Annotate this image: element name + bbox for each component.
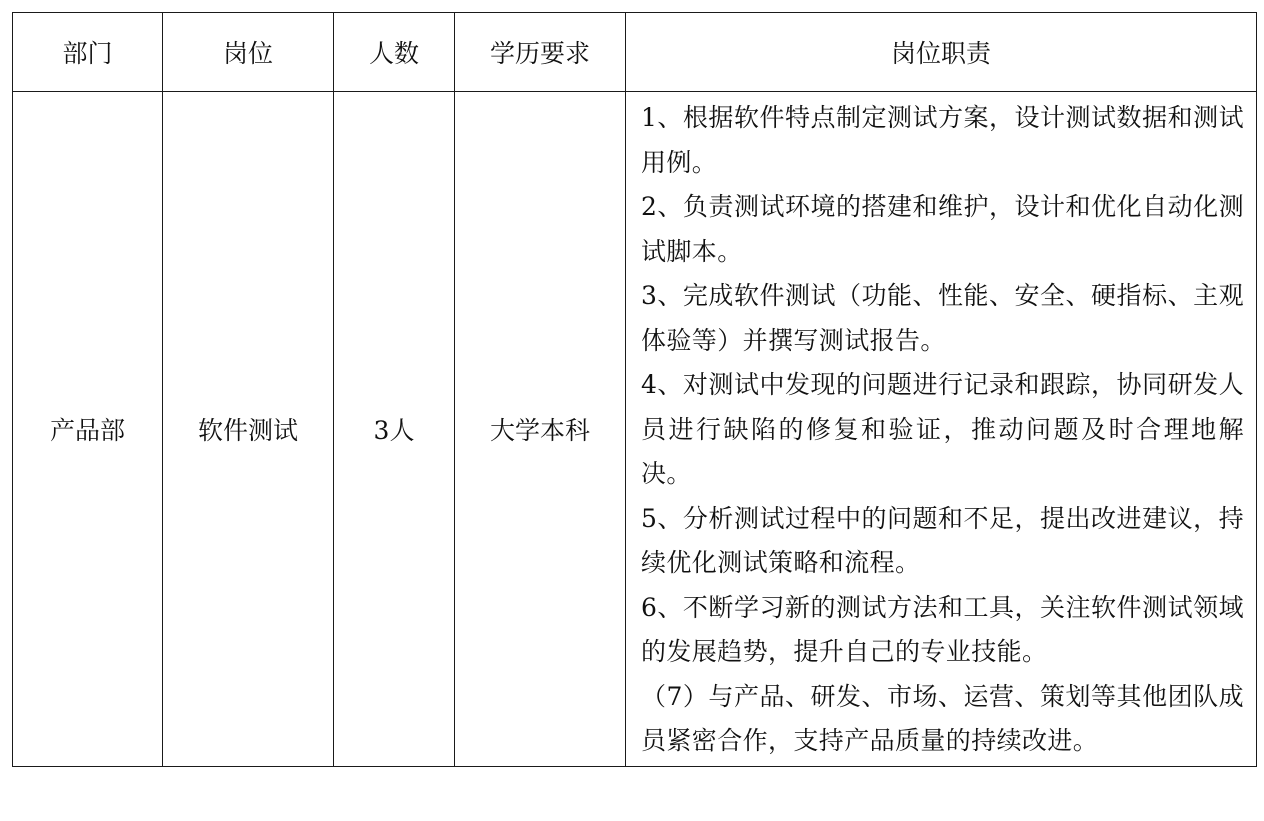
cell-duties	[626, 92, 1257, 767]
cell-headcount: 3人	[334, 92, 455, 767]
duty-item-2: 2、负责测试环境的搭建和维护，设计和优化自动化测试脚本。	[641, 192, 1244, 266]
duty-item-7: （7）与产品、研发、市场、运营、策划等其他团队成员紧密合作，支持产品质量的持续改进。	[641, 681, 1244, 755]
cell-education: 大学本科	[455, 92, 626, 767]
cell-position: 软件测试	[163, 92, 334, 767]
table-row	[13, 92, 1257, 767]
header-education: 学历要求	[455, 13, 626, 92]
header-position: 岗位	[163, 13, 334, 92]
duty-item-5: 5、分析测试过程中的问题和不足，提出改进建议，持续优化测试策略和流程。	[641, 503, 1244, 577]
header-duties: 岗位职责	[626, 13, 1257, 92]
duty-item-6: 6、不断学习新的测试方法和工具，关注软件测试领域的发展趋势，提升自己的专业技能。	[641, 592, 1244, 666]
cell-department: 产品部	[13, 92, 163, 767]
header-headcount: 人数	[334, 13, 455, 92]
duty-item-1: 1、根据软件特点制定测试方案，设计测试数据和测试用例。	[641, 103, 1244, 177]
header-department: 部门	[13, 13, 163, 92]
duty-item-4: 4、对测试中发现的问题进行记录和跟踪，协同研发人员进行缺陷的修复和验证，推动问题及时合理地解决。	[641, 370, 1244, 488]
duty-item-3: 3、完成软件测试（功能、性能、安全、硬指标、主观体验等）并撰写测试报告。	[641, 281, 1244, 355]
job-requirements-table	[12, 12, 1257, 767]
header-row	[13, 13, 1257, 92]
